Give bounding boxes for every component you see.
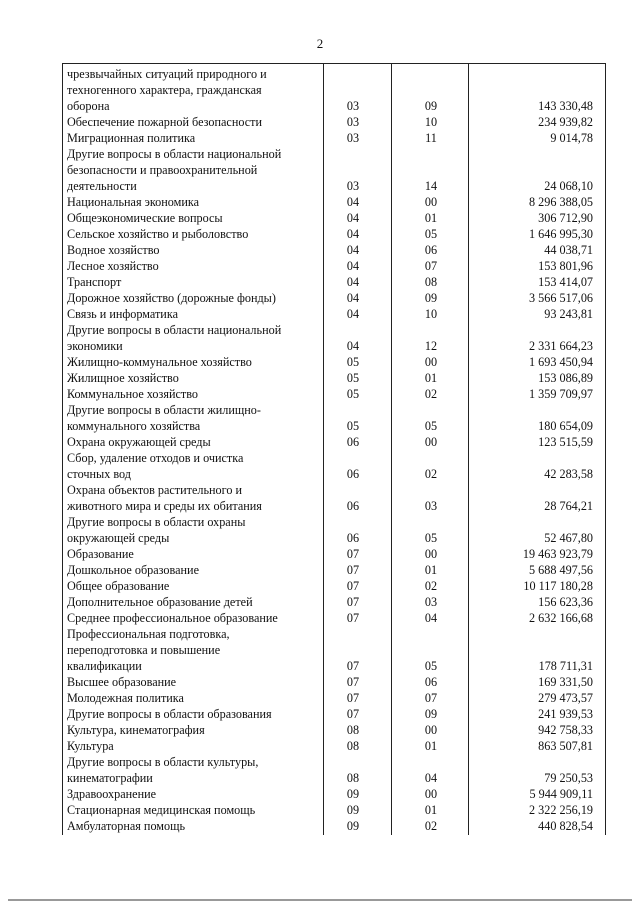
table-body (63, 66, 605, 834)
row-section-code: 03 (346, 99, 360, 113)
row-name-line: кинематографии (67, 771, 153, 785)
row-amount: 79 250,53 (544, 771, 593, 785)
row-name-line: Лесное хозяйство (67, 259, 159, 273)
table-row (63, 706, 605, 722)
table-row (63, 322, 605, 354)
row-amount: 306 712,90 (538, 211, 593, 225)
row-name (67, 146, 317, 194)
row-subsection-code: 05 (424, 659, 438, 673)
row-section-code: 03 (346, 179, 360, 193)
row-name-line: Миграционная политика (67, 131, 196, 145)
row-section-code: 09 (346, 787, 360, 801)
row-subsection-code: 03 (424, 595, 438, 609)
table-row (63, 450, 605, 482)
table-row (63, 226, 605, 242)
row-name (67, 306, 317, 322)
row-name-line: животного мира и среды их обитания (67, 499, 262, 513)
row-section-code: 05 (346, 419, 360, 433)
row-name-line: техногенного характера, гражданская (67, 83, 262, 97)
row-name (67, 274, 317, 290)
row-name-line: Другие вопросы в области образования (67, 707, 272, 721)
row-name-line: Дорожное хозяйство (дорожные фонды) (67, 291, 276, 305)
row-subsection-code: 01 (424, 563, 438, 577)
row-name-line: Дошкольное образование (67, 563, 199, 577)
row-name (67, 226, 317, 242)
row-section-code: 04 (346, 227, 360, 241)
row-section-code: 04 (346, 259, 360, 273)
row-name (67, 722, 317, 738)
row-name (67, 546, 317, 562)
table-row (63, 242, 605, 258)
table-row (63, 130, 605, 146)
row-amount: 44 038,71 (544, 243, 593, 257)
row-section-code: 08 (346, 771, 360, 785)
row-amount: 10 117 180,28 (523, 579, 593, 593)
row-name (67, 690, 317, 706)
row-section-code: 04 (346, 243, 360, 257)
table-row (63, 370, 605, 386)
row-name (67, 402, 317, 434)
row-name (67, 754, 317, 786)
row-subsection-code: 02 (424, 579, 438, 593)
table-row (63, 210, 605, 226)
row-subsection-code: 05 (424, 531, 438, 545)
row-subsection-code: 09 (424, 291, 438, 305)
row-section-code: 06 (346, 531, 360, 545)
row-subsection-code: 05 (424, 227, 438, 241)
row-name-line: Здравоохранение (67, 787, 157, 801)
row-subsection-code: 01 (424, 739, 438, 753)
row-subsection-code: 03 (424, 499, 438, 513)
row-name-line: Дополнительное образование детей (67, 595, 253, 609)
row-name (67, 626, 317, 674)
row-section-code: 07 (346, 675, 360, 689)
row-name (67, 514, 317, 546)
row-name (67, 610, 317, 626)
table-row (63, 562, 605, 578)
row-name-line: Молодежная политика (67, 691, 184, 705)
row-section-code: 05 (346, 355, 360, 369)
table-row (63, 802, 605, 818)
row-subsection-code: 11 (425, 131, 437, 145)
row-subsection-code: 07 (424, 259, 438, 273)
row-name (67, 738, 317, 754)
row-amount: 143 330,48 (538, 99, 593, 113)
table-row (63, 818, 605, 834)
table-row (63, 114, 605, 130)
row-subsection-code: 00 (424, 723, 438, 737)
row-name-line: Общее образование (67, 579, 170, 593)
row-name (67, 242, 317, 258)
row-section-code: 08 (346, 739, 360, 753)
table-row (63, 274, 605, 290)
row-section-code: 05 (346, 371, 360, 385)
row-amount: 24 068,10 (544, 179, 593, 193)
row-amount: 52 467,80 (544, 531, 593, 545)
table-row (63, 306, 605, 322)
row-section-code: 07 (346, 707, 360, 721)
row-name-line: Связь и информатика (67, 307, 178, 321)
row-section-code: 06 (346, 435, 360, 449)
row-subsection-code: 12 (424, 339, 438, 353)
row-name (67, 802, 317, 818)
row-amount: 863 507,81 (538, 739, 593, 753)
row-name-line: Культура, кинематография (67, 723, 205, 737)
row-subsection-code: 10 (424, 115, 438, 129)
row-subsection-code: 01 (424, 371, 438, 385)
row-name-line: Другие вопросы в области охраны (67, 515, 246, 529)
row-name-line: безопасности и правоохранительной (67, 163, 258, 177)
table-row (63, 546, 605, 562)
row-name-line: Другие вопросы в области национальной (67, 147, 282, 161)
row-name (67, 130, 317, 146)
row-section-code: 04 (346, 195, 360, 209)
row-name (67, 706, 317, 722)
row-section-code: 04 (346, 339, 360, 353)
row-name-line: Жилищно-коммунальное хозяйство (67, 355, 252, 369)
row-section-code: 04 (346, 307, 360, 321)
row-name-line: экономики (67, 339, 123, 353)
row-section-code: 07 (346, 611, 360, 625)
row-subsection-code: 08 (424, 275, 438, 289)
row-amount: 5 688 497,56 (529, 563, 593, 577)
budget-table (62, 63, 606, 835)
row-amount: 2 331 664,23 (529, 339, 593, 353)
table-row (63, 578, 605, 594)
row-amount: 178 711,31 (538, 659, 593, 673)
row-name (67, 450, 317, 482)
row-name (67, 482, 317, 514)
row-section-code: 07 (346, 691, 360, 705)
row-amount: 234 939,82 (538, 115, 593, 129)
row-name-line: переподготовка и повышение (67, 643, 221, 657)
row-amount: 28 764,21 (544, 499, 593, 513)
row-section-code: 07 (346, 563, 360, 577)
row-name (67, 66, 317, 114)
row-name-line: оборона (67, 99, 110, 113)
row-name-line: Другие вопросы в области национальной (67, 323, 282, 337)
row-name-line: Охрана объектов растительного и (67, 483, 243, 497)
table-row (63, 402, 605, 434)
row-name-line: Профессиональная подготовка, (67, 627, 230, 641)
row-amount: 3 566 517,06 (529, 291, 593, 305)
table-row (63, 610, 605, 626)
row-amount: 942 758,33 (538, 723, 593, 737)
row-name (67, 210, 317, 226)
row-subsection-code: 00 (424, 787, 438, 801)
row-name (67, 578, 317, 594)
row-amount: 440 828,54 (538, 819, 593, 833)
row-name-line: квалификации (67, 659, 142, 673)
row-subsection-code: 01 (424, 211, 438, 225)
row-amount: 153 414,07 (538, 275, 593, 289)
row-name-line: Амбулаторная помощь (67, 819, 186, 833)
row-name-line: Национальная экономика (67, 195, 200, 209)
row-name-line: Культура (67, 739, 114, 753)
row-amount: 156 623,36 (538, 595, 593, 609)
table-row (63, 674, 605, 690)
row-name (67, 818, 317, 834)
row-section-code: 09 (346, 819, 360, 833)
row-section-code: 07 (346, 595, 360, 609)
row-section-code: 04 (346, 291, 360, 305)
table-row (63, 722, 605, 738)
row-amount: 1 359 709,97 (529, 387, 593, 401)
row-name-line: Водное хозяйство (67, 243, 160, 257)
row-section-code: 08 (346, 723, 360, 737)
row-amount: 2 322 256,19 (529, 803, 593, 817)
row-name-line: Транспорт (67, 275, 122, 289)
row-section-code: 07 (346, 547, 360, 561)
row-name-line: Сельское хозяйство и рыболовство (67, 227, 249, 241)
row-name (67, 258, 317, 274)
row-name-line: Другие вопросы в области жилищно- (67, 403, 261, 417)
row-section-code: 05 (346, 387, 360, 401)
row-amount: 153 801,96 (538, 259, 593, 273)
row-section-code: 06 (346, 467, 360, 481)
row-amount: 8 296 388,05 (529, 195, 593, 209)
row-name-line: Стационарная медицинская помощь (67, 803, 256, 817)
row-subsection-code: 09 (424, 707, 438, 721)
row-amount: 180 654,09 (538, 419, 593, 433)
table-row (63, 514, 605, 546)
table-row (63, 738, 605, 754)
table-row (63, 146, 605, 194)
row-amount: 169 331,50 (538, 675, 593, 689)
row-section-code: 03 (346, 131, 360, 145)
table-row (63, 66, 605, 114)
row-subsection-code: 05 (424, 419, 438, 433)
row-name-line: деятельности (67, 179, 137, 193)
table-row (63, 786, 605, 802)
row-subsection-code: 00 (424, 195, 438, 209)
row-subsection-code: 10 (424, 307, 438, 321)
row-name-line: окружающей среды (67, 531, 170, 545)
row-name (67, 386, 317, 402)
row-amount: 1 646 995,30 (529, 227, 593, 241)
row-name-line: Общеэкономические вопросы (67, 211, 223, 225)
row-name (67, 290, 317, 306)
table-row (63, 434, 605, 450)
table-row (63, 690, 605, 706)
row-amount: 9 014,78 (550, 131, 593, 145)
row-subsection-code: 00 (424, 435, 438, 449)
row-name (67, 786, 317, 802)
row-name-line: чрезвычайных ситуаций природного и (67, 67, 267, 81)
page-bottom-rule (8, 899, 632, 901)
row-name (67, 434, 317, 450)
row-name (67, 354, 317, 370)
row-subsection-code: 02 (424, 387, 438, 401)
row-section-code: 07 (346, 579, 360, 593)
row-name (67, 194, 317, 210)
row-amount: 93 243,81 (544, 307, 593, 321)
row-subsection-code: 02 (424, 467, 438, 481)
row-subsection-code: 01 (424, 803, 438, 817)
row-subsection-code: 09 (424, 99, 438, 113)
row-amount: 42 283,58 (544, 467, 593, 481)
row-amount: 279 473,57 (538, 691, 593, 705)
row-name-line: коммунального хозяйства (67, 419, 201, 433)
row-name-line: Высшее образование (67, 675, 177, 689)
row-section-code: 04 (346, 275, 360, 289)
row-name-line: Другие вопросы в области культуры, (67, 755, 259, 769)
table-row (63, 482, 605, 514)
table-row (63, 354, 605, 370)
row-amount: 2 632 166,68 (529, 611, 593, 625)
table-row (63, 754, 605, 786)
row-name-line: Охрана окружающей среды (67, 435, 211, 449)
row-amount: 153 086,89 (538, 371, 593, 385)
table-row (63, 626, 605, 674)
row-section-code: 04 (346, 211, 360, 225)
row-subsection-code: 02 (424, 819, 438, 833)
row-amount: 241 939,53 (538, 707, 593, 721)
row-section-code: 06 (346, 499, 360, 513)
row-subsection-code: 00 (424, 547, 438, 561)
row-name-line: Коммунальное хозяйство (67, 387, 198, 401)
table-row (63, 290, 605, 306)
row-name-line: Сбор, удаление отходов и очистка (67, 451, 244, 465)
row-subsection-code: 04 (424, 611, 438, 625)
row-subsection-code: 14 (424, 179, 438, 193)
table-row (63, 194, 605, 210)
row-name (67, 562, 317, 578)
table-row (63, 594, 605, 610)
row-name-line: сточных вод (67, 467, 131, 481)
row-name (67, 674, 317, 690)
row-amount: 1 693 450,94 (529, 355, 593, 369)
row-subsection-code: 07 (424, 691, 438, 705)
row-subsection-code: 04 (424, 771, 438, 785)
row-amount: 19 463 923,79 (522, 547, 593, 561)
row-name (67, 322, 317, 354)
table-row (63, 258, 605, 274)
row-name-line: Образование (67, 547, 134, 561)
table-row (63, 386, 605, 402)
row-name (67, 370, 317, 386)
row-name (67, 114, 317, 130)
row-amount: 5 944 909,11 (529, 787, 593, 801)
row-subsection-code: 00 (424, 355, 438, 369)
row-section-code: 09 (346, 803, 360, 817)
row-name-line: Жилищное хозяйство (67, 371, 179, 385)
row-amount: 123 515,59 (538, 435, 593, 449)
page-number: 2 (316, 36, 324, 51)
row-name-line: Среднее профессиональное образование (67, 611, 278, 625)
row-subsection-code: 06 (424, 675, 438, 689)
row-name-line: Обеспечение пожарной безопасности (67, 115, 263, 129)
row-subsection-code: 06 (424, 243, 438, 257)
row-name (67, 594, 317, 610)
row-section-code: 07 (346, 659, 360, 673)
row-section-code: 03 (346, 115, 360, 129)
